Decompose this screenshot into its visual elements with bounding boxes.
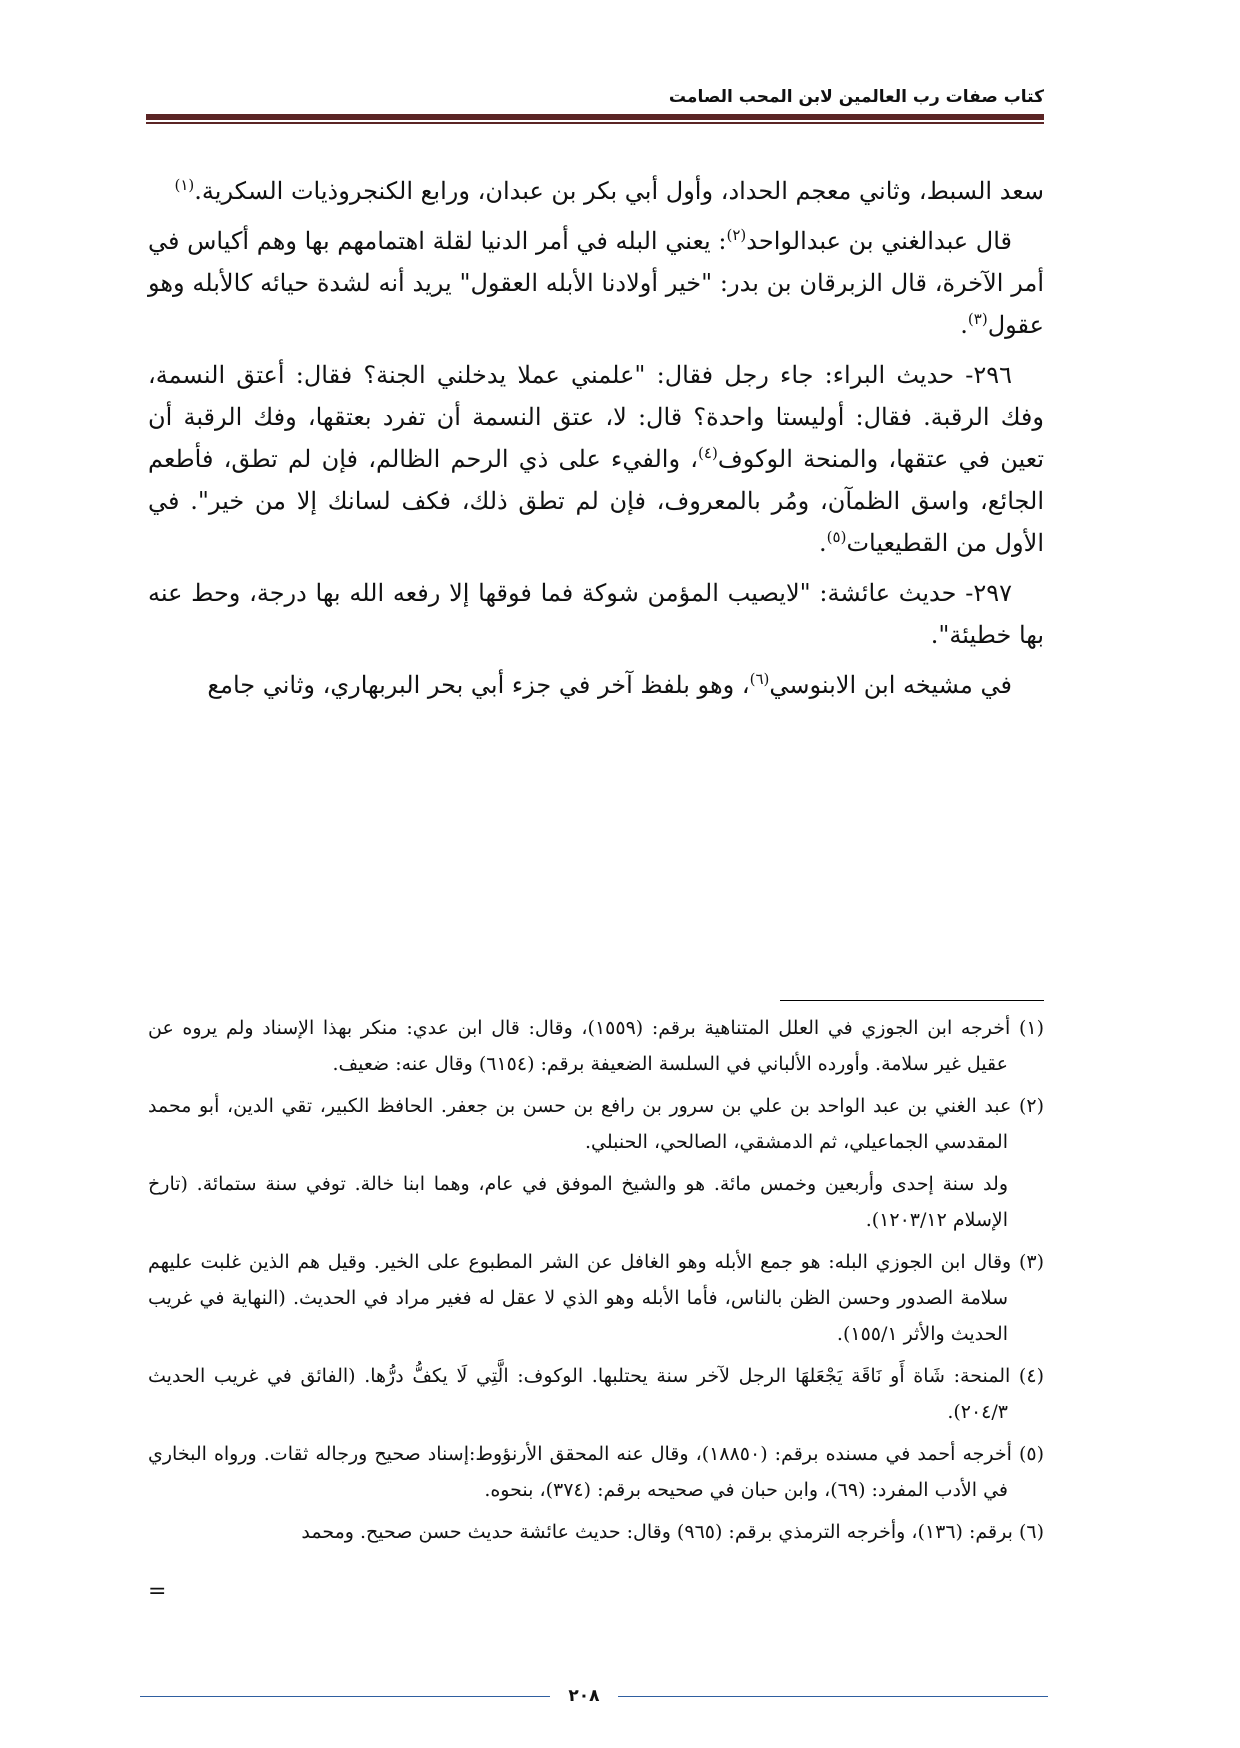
paragraph-1 <box>148 170 1044 212</box>
paragraph-2-end: . <box>960 311 968 339</box>
footnote-3: (٣) وقال ابن الجوزي البله: هو جمع الأبله وهو الغافل عن الشر المطبوع على الخير. وقيل هم الذين غلبت عليهم سلامة الصدور وحسن الظن بالناس، فأما الأبله وهو الذي لا عقل له فغير مراد في الحديث. (النهاية في غريب الحديث والأثر ١٥٥/١). <box>148 1251 1044 1345</box>
paragraph-hadith-296 <box>148 354 1044 564</box>
main-text <box>148 170 1044 714</box>
running-header: كتاب صفات رب العالمين لابن المحب الصامت <box>668 87 1044 107</box>
paragraph-3-end: . <box>819 529 827 557</box>
footnote-separator <box>780 1000 1044 1001</box>
footer-rule-right <box>618 1696 1048 1697</box>
footnote-ref-4: (٤) <box>698 444 718 462</box>
footnote-ref-1: (١) <box>174 176 195 194</box>
header-rule-thick <box>146 114 1044 120</box>
footnote-1: (١) أخرجه ابن الجوزي في العلل المتناهية برقم: (١٥٥٩)، وقال: قال ابن عدي: منكر بهذا الإسناد ولم يروه عن عقيل غير سلامة. وأورده الألباني في السلسة الضعيفة برقم: (٦١٥٤) وقال عنه: ضعيف. <box>148 1017 1044 1075</box>
paragraph-2 <box>148 220 1044 346</box>
footnote-ref-5: (٥) <box>826 528 847 546</box>
footer-rule-left <box>140 1696 550 1697</box>
paragraph-5-part-a: في مشيخه ابن الابنوسي <box>769 671 1012 699</box>
page-number: ٢٠٨ <box>568 1686 600 1706</box>
paragraph-3-part-a: ٢٩٦- حديث البراء: جاء رجل فقال: "علمني عملا يدخلني الجنة؟ فقال: أعتق النسمة، وفك الرقبة. فقال: أوليستا واحدة؟ قال: لا، عتق النسمة أن تفرد بعتقها، وفك الرقبة أن تعين في عتقها، والمنحة الوكوف <box>148 361 1045 473</box>
footnote-2: (٢) عبد الغني بن عبد الواحد بن علي بن سرور بن رافع بن حسن بن جعفر. الحافظ الكبير، تقي الدين، أبو محمد المقدسي الجماعيلي، ثم الدمشقي، الصالحي، الحنبلي. <box>148 1095 1044 1153</box>
paragraph-hadith-297: ٢٩٧- حديث عائشة: "لايصيب المؤمن شوكة فما فوقها إلا رفعه الله بها درجة، وحط عنه بها خطيئة". <box>148 579 1044 649</box>
footnotes <box>148 1010 1044 1604</box>
footnote-ref-3: (٣) <box>967 310 988 328</box>
paragraph-5-part-b: ، وهو بلفظ آخر في جزء أبي بحر البربهاري، وثاني جامع <box>207 671 750 699</box>
footnote-2-continued: ولد سنة إحدى وأربعين وخمس مائة. هو والشيخ الموفق في عام، وهما ابنا خالة. توفي سنة ستمائة. (تارخ الإسلام ١٢٠٣/١٢). <box>148 1173 1008 1231</box>
paragraph-2-part-b: : يعني البله في أمر الدنيا لقلة اهتمامهم بها وهم أكياس في أمر الآخرة، قال الزبرقان بن بدر: "خير أولادنا الأبله العقول" يريد أنه لشدة حيائه كالأبله وهو عقول <box>148 227 1044 339</box>
paragraph-2-part-a: قال عبدالغني بن عبدالواحد <box>746 227 1013 255</box>
footnote-ref-6: (٦) <box>749 670 770 688</box>
paragraph-3-part-b: ، والفيء على ذي الرحم الظالم، فإن لم تطق، فأطعم الجائع، واسق الظمآن، ومُر بالمعروف، فإن لم تطق ذلك، فكف لسانك إلا من خير". في الأول من القطيعيات <box>148 445 1044 557</box>
paragraph-5 <box>148 664 1044 706</box>
footnote-continuation-mark: = <box>148 1579 167 1604</box>
footnote-5: (٥) أخرجه أحمد في مسنده برقم: (١٨٨٥٠)، وقال عنه المحقق الأرنؤوط:إسناد صحيح ورجاله ثقات. ورواه البخاري في الأدب المفرد: (٦٩)، وابن حبان في صحيحه برقم: (٣٧٤)، بنحوه. <box>148 1443 1044 1501</box>
footnote-ref-2: (٢) <box>726 226 747 244</box>
paragraph-1-text: سعد السبط، وثاني معجم الحداد، وأول أبي بكر بن عبدان، ورابع الكنجروذيات السكرية. <box>194 177 1044 205</box>
footnote-6: (٦) برقم: (١٣٦)، وأخرجه الترمذي برقم: (٩٦٥) وقال: حديث عائشة حديث حسن صحيح. ومحمد <box>301 1521 1044 1543</box>
footnote-4: (٤) المنحة: شَاة أَو نَاقَة يَجْعَلهَا الرجل لآخر سنة يحتلبها. الوكوف: الَّتِي لَا يكفُّ درُّها. (الفائق في غريب الحديث ٢٠٤/٣). <box>148 1365 1044 1423</box>
header-rule-thin <box>146 122 1044 124</box>
